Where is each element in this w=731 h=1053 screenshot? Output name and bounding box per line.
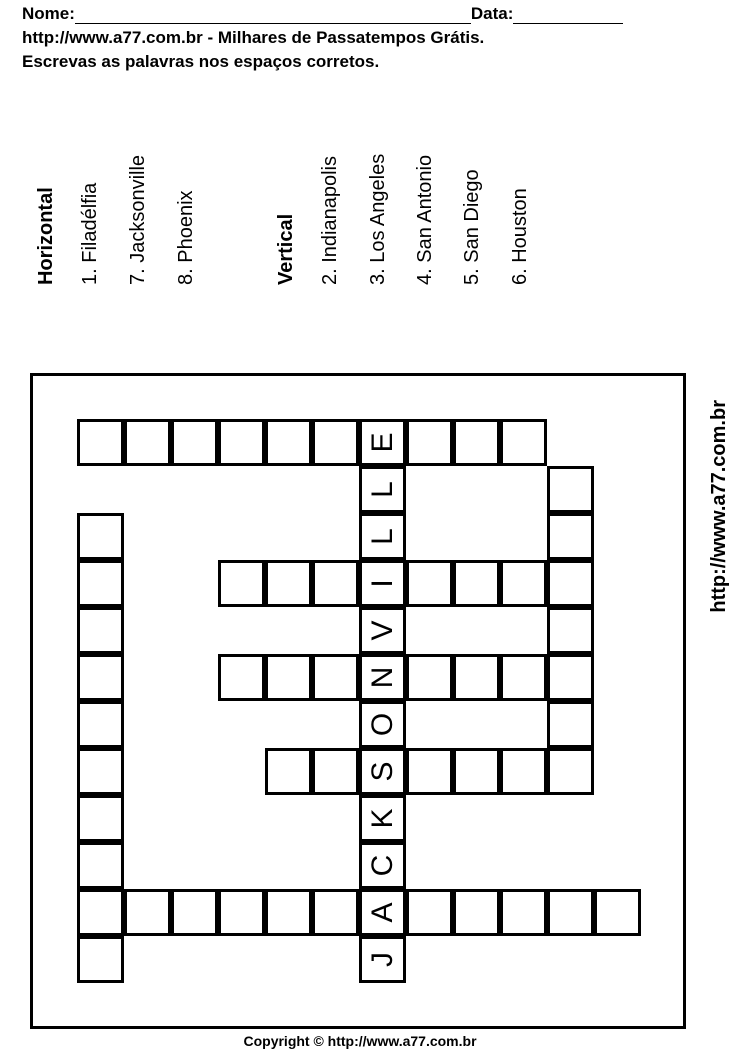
crossword-cell[interactable]	[359, 654, 406, 701]
crossword-cell[interactable]	[594, 889, 641, 936]
crossword-cell[interactable]	[359, 842, 406, 889]
crossword-cell[interactable]	[77, 419, 124, 466]
crossword-cell[interactable]	[547, 466, 594, 513]
name-label: Nome:	[22, 4, 75, 23]
crossword-cell[interactable]	[77, 701, 124, 748]
cell-letter: V	[365, 620, 399, 641]
crossword-cell[interactable]	[500, 748, 547, 795]
crossword-cell[interactable]	[500, 654, 547, 701]
crossword-cell[interactable]	[171, 889, 218, 936]
crossword-cell[interactable]	[547, 889, 594, 936]
crossword-cell[interactable]	[406, 889, 453, 936]
horizontal-clue: 8. Phoenix	[175, 190, 197, 285]
crossword-cell[interactable]	[218, 419, 265, 466]
crossword-cell[interactable]	[77, 842, 124, 889]
crossword-cell[interactable]	[218, 560, 265, 607]
vertical-title: Vertical	[275, 213, 297, 285]
crossword-cell[interactable]	[312, 748, 359, 795]
crossword-cell[interactable]	[312, 560, 359, 607]
crossword-board	[30, 373, 686, 1029]
vertical-clue: 2. Indianapolis	[319, 156, 341, 285]
crossword-cell[interactable]	[359, 936, 406, 983]
site-line: http://www.a77.com.br - Milhares de Passatempos Grátis.	[22, 28, 485, 47]
crossword-cell[interactable]	[547, 513, 594, 560]
crossword-cell[interactable]	[77, 654, 124, 701]
date-label: Data:	[470, 4, 514, 23]
cell-letter: I	[365, 579, 399, 588]
crossword-cell[interactable]	[406, 419, 453, 466]
crossword-cell[interactable]	[500, 560, 547, 607]
cell-letter: L	[365, 528, 399, 545]
crossword-cell[interactable]	[406, 560, 453, 607]
crossword-cell[interactable]	[359, 889, 406, 936]
crossword-cell[interactable]	[500, 419, 547, 466]
cell-letter: A	[365, 902, 399, 923]
crossword-cell[interactable]	[453, 748, 500, 795]
horizontal-title: Horizontal	[35, 187, 57, 285]
horizontal-clue: 7. Jacksonville	[127, 154, 149, 285]
crossword-cell[interactable]	[547, 607, 594, 654]
vertical-clue: 6. Houston	[509, 188, 531, 285]
cell-letter: E	[365, 432, 399, 453]
cell-letter: S	[365, 761, 399, 782]
side-url: http://www.a77.com.br	[708, 400, 730, 613]
crossword-cell[interactable]	[359, 419, 406, 466]
crossword-cell[interactable]	[406, 654, 453, 701]
crossword-cell[interactable]	[359, 560, 406, 607]
crossword-cell[interactable]	[359, 466, 406, 513]
cell-letter: K	[365, 808, 399, 829]
cell-letter: L	[365, 481, 399, 498]
crossword-cell[interactable]	[547, 560, 594, 607]
crossword-cell[interactable]	[359, 795, 406, 842]
crossword-cell[interactable]	[547, 654, 594, 701]
crossword-cell[interactable]	[547, 748, 594, 795]
crossword-cell[interactable]	[77, 607, 124, 654]
crossword-cell[interactable]	[77, 936, 124, 983]
name-field[interactable]	[75, 7, 471, 24]
instruction: Escrevas as palavras nos espaços corretos.	[22, 52, 380, 71]
crossword-cell[interactable]	[77, 748, 124, 795]
crossword-cell[interactable]	[547, 701, 594, 748]
crossword-cell[interactable]	[312, 654, 359, 701]
cell-letter: C	[365, 854, 399, 877]
crossword-cell[interactable]	[453, 560, 500, 607]
crossword-cell[interactable]	[453, 654, 500, 701]
crossword-cell[interactable]	[500, 889, 547, 936]
crossword-cell[interactable]	[359, 607, 406, 654]
crossword-cell[interactable]	[359, 513, 406, 560]
crossword-cell[interactable]	[218, 889, 265, 936]
crossword-cell[interactable]	[171, 419, 218, 466]
horizontal-clue: 1. Filadélfia	[79, 182, 101, 285]
cell-letter: J	[365, 952, 399, 967]
date-field[interactable]	[513, 7, 623, 24]
crossword-cell[interactable]	[265, 654, 312, 701]
crossword-cell[interactable]	[359, 748, 406, 795]
crossword-cell[interactable]	[312, 419, 359, 466]
crossword-cell[interactable]	[453, 419, 500, 466]
crossword-cell[interactable]	[265, 560, 312, 607]
crossword-cell[interactable]	[77, 513, 124, 560]
vertical-clue: 4. San Antonio	[414, 154, 436, 285]
cell-letter: N	[365, 666, 399, 689]
vertical-clue: 5. San Diego	[461, 169, 483, 285]
cell-letter: O	[365, 712, 399, 737]
crossword-cell[interactable]	[77, 889, 124, 936]
crossword-cell[interactable]	[124, 889, 171, 936]
crossword-cell[interactable]	[265, 419, 312, 466]
crossword-cell[interactable]	[265, 889, 312, 936]
crossword-cell[interactable]	[124, 419, 171, 466]
crossword-cell[interactable]	[218, 654, 265, 701]
crossword-cell[interactable]	[453, 889, 500, 936]
copyright-footer: Copyright © http://www.a77.com.br	[243, 1033, 477, 1049]
vertical-clue: 3. Los Angeles	[367, 153, 389, 285]
crossword-cell[interactable]	[406, 748, 453, 795]
crossword-cell[interactable]	[77, 795, 124, 842]
name-date-line	[22, 4, 623, 24]
crossword-cell[interactable]	[77, 560, 124, 607]
crossword-cell[interactable]	[312, 889, 359, 936]
crossword-cell[interactable]	[265, 748, 312, 795]
crossword-cell[interactable]	[359, 701, 406, 748]
